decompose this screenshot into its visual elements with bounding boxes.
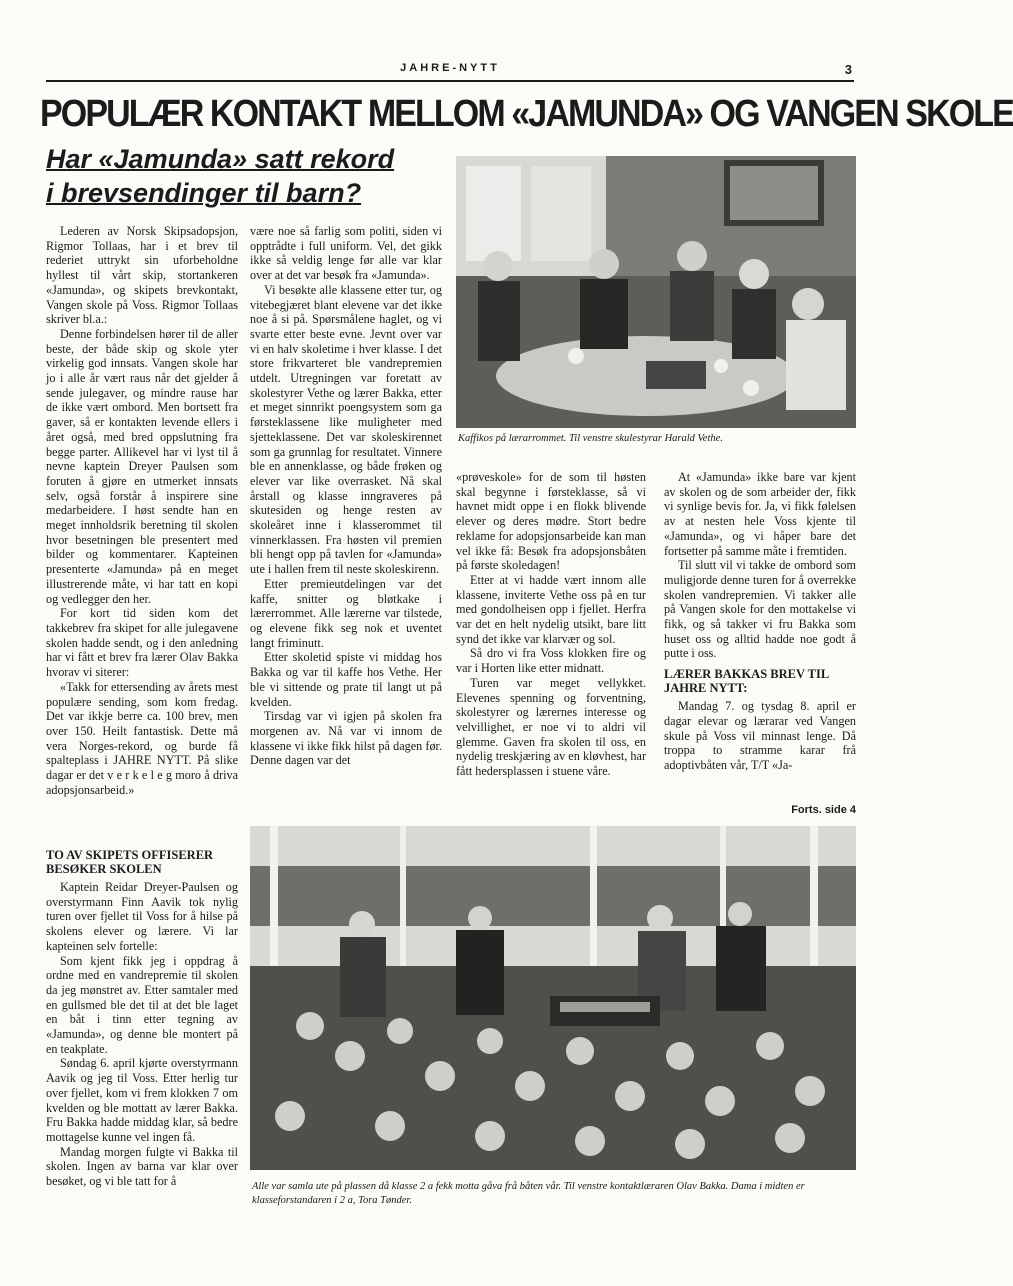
running-head: JAHRE-NYTT xyxy=(400,62,500,74)
paragraph: Som kjent fikk jeg i oppdrag å ordne med en vandrepremie til skolen da jeg mønstret av. Etter samtaler med en gullsmed ble det til at det ble laget en båt i tinn etter tegning av «Jamunda», og denne ble montert på en teakplate. xyxy=(46,953,238,1056)
paragraph: Til slutt vil vi takke de ombord som muligjorde denne turen for å overrekke skolen vandrepremien. Vi takker alle på Vangen skole for den mottakelse vi fikk, og så takker vi fru Bakka som huset oss og alltid hadde noe godt å putte i oss. xyxy=(664,558,856,661)
section-heading: LÆRER BAKKAS BREV TIL JAHRE NYTT: xyxy=(664,667,829,696)
photo-schoolyard-image xyxy=(250,826,856,1170)
paragraph: Turen var meget vellykket. Elevenes spenning og forventning, skolestyrer og lærernes interesse og velvillighet, er noe vi to aldri vil glemme. Gaven fra skolen til oss, en nydelig treskjæring av en kløvhest, har fått hedersplassen i stuene våre. xyxy=(456,675,646,779)
photo-teachers-lounge-image xyxy=(456,156,856,428)
paragraph: Vi besøkte alle klassene etter tur, og vitebegjæret blant elevene var det ikke noe å si på. Spørsmålene haglet, og vi svarte etter beste evne. Jevnt over var vi en halv skoletime i hver klasse. I det store frikvarteret ble vandrepremien utdelt. Utregningen var foretatt av skolestyrer Vethe og lærer Bakka, etter et meget sinnrikt poengsystem som ga førsteklassene like muligheter med sjetteklassene. Det var skoleskirennet som ga grunnlag for resultatet. Vinnere ble en annenklasse, og både frøken og elever var like overrasket. Nå skal årstall og klasse inngraveres på skutesiden og henge resten av skoleåret inne i klasserommet til vinnerklassen. Fra høsten vil premien bli hengt opp på tavlen for «Jamunda» ute i hallen frem til neste skoleskirenn. xyxy=(250,282,442,577)
paragraph: «prøveskole» for de som til høsten skal begynne i førsteklasse, så vi havnet midt oppe i en flokk blivende elever og deres mødre. Stort bedre reklame for adopsjonsarbeide kan man vel ikke få: Besøk fra adopsjonsbåten på første skoledagen! xyxy=(456,470,646,573)
column-3 xyxy=(456,470,646,779)
section-heading: TO AV SKIPETS OFFISERER BESØKER SKOLEN xyxy=(46,848,214,876)
paragraph: Etter at vi hadde vært innom alle klassene, inviterte Vethe oss på en tur med gondolheisen opp i fjellet. Herfra var det en helt nydelig utsikt, bare litt synd det ikke var klarvær og sol. xyxy=(456,572,646,646)
paragraph: Så dro vi fra Voss klokken fire og var i Horten like etter midnatt. xyxy=(456,646,646,676)
paragraph: Etter skoletid spiste vi middag hos Bakka og var til kaffe hos Vethe. Her ble vi sittende og prate til langt ut på kvelden. xyxy=(250,650,442,709)
paragraph: Denne forbindelsen hører til de aller beste, der både skip og skole yter virkelig god innsats. Vangen skole har jo i alle år vært raus når det gjelder å sende julegaver, og mindre rause har de ikke vært ombord. Men bortsett fra gaver, så er kontakten levende ellers i året også, med bred oppslutning fra begge parter. Allikevel har vi lyst til å nevne kaptein Dreyer Paulsen som foruten å gjøre en utmerket innsats selv, også forstår å inspirere sine medarbeidere. I høst sendte han en meget innholdsrik beretning til skolen hvor besetningen ble presentert med bilder og kommentarer. Kapteinen presenterte «Jamunda» på en meget illustrerende måte, vi har tatt en kopi og vedlegger den her. xyxy=(46,326,238,606)
paragraph: At «Jamunda» ikke bare var kjent av skolen og de som arbeider der, fikk vi synlige bevis for. Ja, vi fikk følelsen av at nesten hele Voss kjente til «Jamunda», og vi håper bare det fortsetter på samme måte i fremtiden. xyxy=(664,470,856,558)
subhead xyxy=(46,142,456,210)
caption-top: Kaffikos på lærarrommet. Til venstre skulestyrar Harald Vethe. xyxy=(458,433,723,444)
paragraph: Mandag 7. og tysdag 8. april er dagar elevar og lærarar ved Vangen skule på Voss vil minnast lenge. Då troppa to stramme karar frå adoptivbåten vår, T/T «Ja- xyxy=(664,699,856,772)
paragraph: Mandag morgen fulgte vi Bakka til skolen. Ingen av barna var klar over besøket, og vi ble tatt for å xyxy=(46,1144,238,1189)
paragraph: Etter premieutdelingen var det kaffe, snitter og bløtkake i lærerrommet. Alle lærerne var tilstede, og elevene fikk seg nok et uventet langt friminutt. xyxy=(250,576,442,650)
paragraph: Lederen av Norsk Skipsadopsjon, Rigmor Tollaas, har i et brev til rederiet uttrykt sin uforbeholdne hyllest til vårt skip, stortankeren «Jamunda», og skipets brevkontakt, Vangen skole på Voss. Rigmor Tollaas skriver bl.a.: xyxy=(46,224,238,327)
page-number: 3 xyxy=(844,62,852,77)
column-2 xyxy=(250,224,442,768)
subhead-line-2: i brevsendinger til barn? xyxy=(46,178,362,208)
paragraph: Kaptein Reidar Dreyer-Paulsen og overstyrmann Finn Aavik tok nylig turen over fjellet til Voss for å hilse på skolens elever og lærere. Vi lar kapteinen selv fortelle: xyxy=(46,880,238,953)
paragraph: Søndag 6. april kjørte overstyrmann Aavik og jeg til Voss. Etter herlig tur over fjellet, kom vi frem klokken 7 om kvelden og ble mottatt av lærer Bakka. Fru Bakka hadde middag klar, så bedre mottagelse kunne vel ingen få. xyxy=(46,1056,238,1144)
column-4 xyxy=(664,470,856,773)
subhead-line-1: Har «Jamunda» satt rekord xyxy=(46,144,395,174)
photo-schoolyard xyxy=(250,826,856,1170)
caption-bottom: Alle var samla ute på plassen då klasse 2 a fekk motta gåva frå båten vår. Til venstre kontaktlæraren Olav Bakka. Dama i midten er klasseforstandaren i 2 a, Tora Tønder. xyxy=(252,1181,805,1206)
header-rule xyxy=(46,80,854,82)
column-1 xyxy=(46,224,238,797)
paragraph: «Takk for ettersending av årets mest populære sending, som kom fredag. Det var ikkje berre ca. 100 brev, men over 150. Heilt fantastisk. Dette må vera Norges-rekord, og burde få spalteplass i JAHRE NYTT. På slike dagar er det v e r k e l e g moro å driva adopsjonsarbeid.» xyxy=(46,679,238,797)
paragraph: Tirsdag var vi igjen på skolen fra morgenen av. Nå var vi innom de klassene vi ikke fikk hilst på dagen før. Denne dagen var det xyxy=(250,709,442,768)
paragraph: være noe så farlig som politi, siden vi opptrådte i full uniform. Vel, det gikk ikke så veldig lenge før alle var klar over at det var besøk fra «Jamunda». xyxy=(250,224,442,283)
column-1-bottom xyxy=(46,842,238,1189)
headline: POPULÆR KONTAKT MELLOM «JAMUNDA» OG VANGEN SKOLE xyxy=(40,92,1013,135)
photo-teachers-lounge xyxy=(456,156,856,428)
paragraph: For kort tid siden kom det takkebrev fra skipet for alle julegavene skolen hadde sendt, og i den anledning har vi fått et brev fra lærer Olav Bakka hvorav vi siterer: xyxy=(46,606,238,680)
continued-note: Forts. side 4 xyxy=(791,804,856,816)
